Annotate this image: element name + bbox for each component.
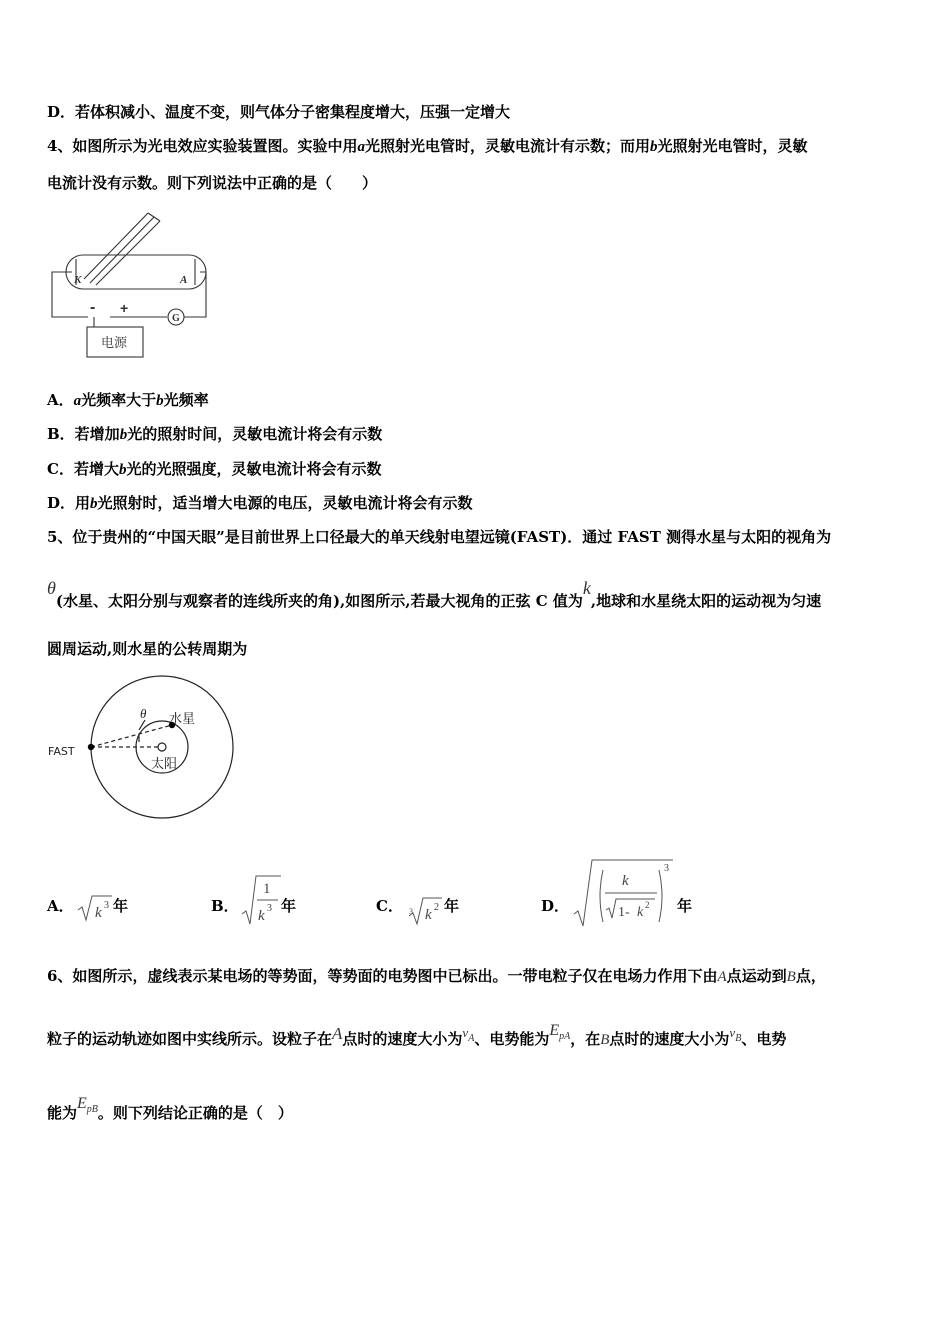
svg-text:k: k	[95, 905, 102, 921]
q5-stem-line3: 圆周运动,则水星的公转周期为	[47, 640, 248, 658]
q4-option-a: A．a光频率大于b光频率	[47, 391, 209, 409]
light-beam	[84, 213, 148, 279]
k-symbol: k	[582, 578, 591, 598]
plus-terminal: +	[120, 300, 129, 316]
q6-stem-line3: 能为$E_{pB}$。则下列结论正确的是（ ）	[47, 1095, 293, 1122]
q4-option-d: D．用b光照射时，适当增大电源的电压，灵敏电流计将会有示数	[47, 494, 473, 512]
q5-stem-line2: θ(水星、太阳分别与观察者的连线所夹的角),如图所示,若最大视角的正弦 C 值为k,地球和水星绕太阳的运动视为匀速	[47, 578, 822, 610]
cathode-label: K	[74, 274, 82, 286]
fast-point	[88, 744, 94, 750]
minus-terminal: -	[90, 299, 96, 316]
q6-stem-line1: 6、如图所示，虚线表示某电场的等势面，等势面的电势图中已标出。一带电粒子仅在电场力作用下由A点运动到B点，	[47, 967, 826, 985]
q5-option-d: D． 3 k 1- k 2 年	[541, 858, 741, 928]
q5-stem-line1: 5、位于贵州的“中国天眼”是目前世界上口径最大的单天线射电望远镜(FAST)．通过 FAST 测得水星与太阳的视角为	[47, 528, 832, 546]
q5-option-c: C． 3 k 2 年	[376, 858, 496, 928]
svg-text:k: k	[258, 908, 265, 924]
svg-text:k: k	[425, 907, 432, 923]
q4-option-b: B．若增加b光的照射时间，灵敏电流计将会有示数	[47, 425, 383, 443]
svg-text:1-: 1-	[618, 905, 630, 920]
sun-label: 太阳	[151, 757, 178, 772]
svg-text:3: 3	[104, 900, 109, 911]
theta-label: θ	[140, 706, 147, 721]
option-a-formula	[75, 858, 115, 928]
q6-stem-line2: 粒子的运动轨迹如图中实线所示。设粒子在A点时的速度大小为$v_A$、电势能为$E_{pA}$，在B点时的速度大小为$v_B$、电势	[47, 1022, 787, 1048]
svg-text:2: 2	[645, 900, 650, 910]
theta-symbol: θ	[47, 578, 56, 598]
svg-text:2: 2	[434, 902, 439, 913]
q4-stem-line2: 电流计没有示数。则下列说法中正确的是（ ）	[47, 174, 378, 192]
q4-option-c: C．若增大b光的光照强度，灵敏电流计将会有示数	[47, 460, 382, 478]
q5-option-b: B． 1 k 3 年	[211, 858, 331, 928]
galvanometer-label: G	[172, 313, 180, 324]
photoelectric-tube-figure	[50, 205, 220, 360]
svg-text:1: 1	[263, 881, 271, 897]
svg-text:3: 3	[267, 903, 272, 914]
option-c-formula	[406, 858, 446, 928]
svg-text:k: k	[637, 905, 644, 920]
q4-stem-line1: 4、如图所示为光电效应实验装置图。实验中用a光照射光电管时，灵敏电流计有示数；而用b光照射光电管时，灵敏	[47, 137, 808, 155]
svg-text:3: 3	[409, 907, 413, 916]
power-source-label: 电源	[101, 336, 128, 351]
sun	[158, 743, 166, 751]
q3-option-d: D．若体积减小、温度不变，则气体分子密集程度增大，压强一定增大	[47, 103, 511, 121]
q5-option-a: A． k 3 年	[47, 858, 167, 928]
option-d-formula	[571, 858, 681, 928]
mercury-label: 水星	[169, 712, 196, 727]
anode-label: A	[180, 274, 188, 286]
fast-label: FAST	[48, 745, 75, 758]
svg-text:3: 3	[664, 863, 669, 874]
option-b-formula	[239, 858, 283, 928]
svg-text:k: k	[622, 873, 629, 889]
orbit-figure	[46, 672, 246, 827]
